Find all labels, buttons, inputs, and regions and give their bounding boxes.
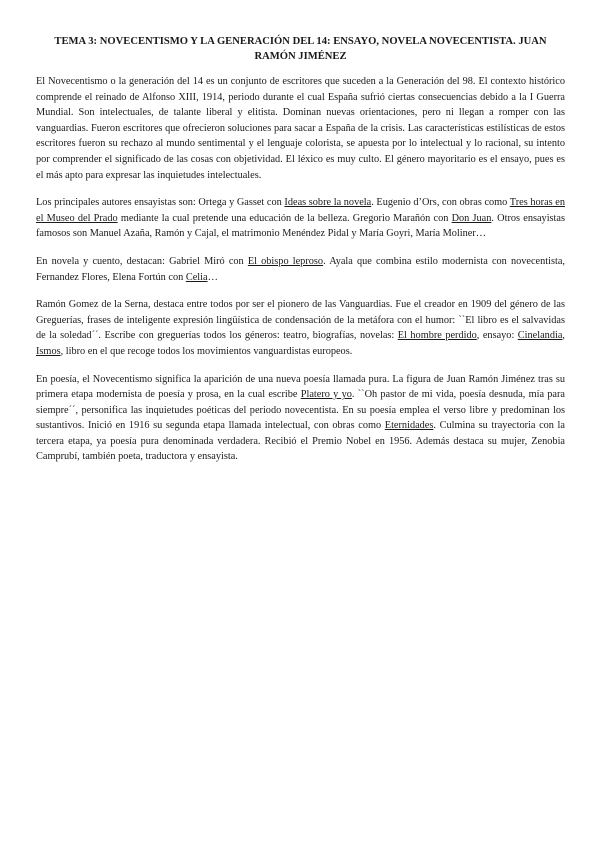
text-run: Los principales autores ensayistas son: Ortega y Gasset con [36, 197, 285, 209]
text-run: … [207, 271, 218, 283]
text-run: , ensayo: [476, 330, 518, 342]
text-run: . Ayala que combina estilo modernista con novecentista, Fernandez Flores, Elena Fortún con [36, 255, 565, 283]
text-run: . Culmina su trayectoria con la tercera etapa, ya poesía pura denominada verdadera. Recibió el Premio Nobel en 1956. Además destaca su mujer, Zenobia Camprubí, también poeta, traductora y ensayista. [36, 420, 565, 463]
text-run: En poesía, el Novecentismo significa la aparición de una nueva poesía llamada pura. La figura de Juan Ramón Jiménez tras su primera etapa modernista de poesía y prosa, en la cual escribe [36, 373, 565, 401]
paragraph-essayists [36, 195, 565, 242]
text-run: . Otros ensayistas famosos son Manuel Azaña, Ramón y Cajal, el matrimonio Menéndez Pidal y María Goyri, María Moliner… [36, 212, 565, 240]
work-title-eternidades: Eternidades [384, 420, 434, 432]
paragraph-gomez-de-la-serna [36, 297, 565, 359]
paragraph-poetry [36, 372, 565, 466]
work-title-ismos: Ismos [36, 345, 61, 357]
text-run: . ``Oh pastor de mi vida, poesía desnuda, mía para siempre´´, personifica las inquietudes poéticas del periodo novecentista. En su poesía emplea el verso libre y predominan los sustantivos. Inició en 1916 su segunda etapa llamada intelectual, con obras como [36, 389, 566, 432]
work-title-celia: Celia [185, 271, 208, 283]
paragraph-novel [36, 254, 565, 285]
text-run: mediante la cual pretende una educación de la belleza. Gregorio Marañón con [117, 212, 452, 224]
paragraph-intro: El Novecentismo o la generación del 14 es un conjunto de escritores que suceden a la Generación del 98. El contexto histórico comprende el reinado de Alfonso XIII, 1914, periodo durante el cual España sufrió ciertas consecuencias debido a la I Guerra Mundial. Son intelectuales, de talante liberal y elitista. Dominan nuevas orientaciones, pero ni llegan a romper con las vanguardias. Fueron escritores que ofrecieron soluciones para sacar a España de la crisis. Las características estilísticas de estos escritores fueron su rechazo al mundo sentimental y el lenguaje colorista, se apuesta por lo intelectual y lo racional, su intento por comprender el significado de las cosas con objetividad. El léxico es muy culto. El género mayoritario es el ensayo, pues es el más apto para expresar las inquietudes intelectuales. [36, 76, 565, 181]
work-title-tres-horas: Tres horas en el Museo del Prado [36, 197, 565, 224]
work-title-ideas-sobre-la-novela: Ideas sobre la novela [284, 197, 372, 209]
work-title-el-obispo-leproso: El obispo leproso [247, 255, 324, 267]
text-run: En novela y cuento, destacan: Gabriel Miró con [36, 255, 248, 267]
text-run: . Eugenio d’Ors, con obras como [371, 197, 510, 209]
work-title-platero-y-yo: Platero y yo [300, 389, 352, 401]
work-title-cinelandia: Cinelandia [517, 330, 563, 342]
work-title-el-hombre-perdido: El hombre perdido [397, 330, 477, 342]
work-title-don-juan: Don Juan [451, 212, 492, 224]
text-run: Ramón Gomez de la Serna, destaca entre todos por ser el pionero de las Vanguardias. Fue el creador en 1909 del género de las Greguerías, frases de inteligente expresión lingüística de condensación de la metáfora con el humor: ``El libro es el salvavidas de la soledad´´. Escribe con greguerías todos los géneros: teatro, biografías, novelas: [36, 299, 565, 342]
text-run: , libro en el que recoge todos los movimientos vanguardistas europeos. [60, 345, 353, 357]
text-run: , [562, 330, 565, 342]
document-title: TEMA 3: NOVECENTISMO Y LA GENERACIÓN DEL 14: ENSAYO, NOVELA NOVECENTISTA. JUAN RAMÓN JIMÉNEZ [54, 36, 547, 62]
